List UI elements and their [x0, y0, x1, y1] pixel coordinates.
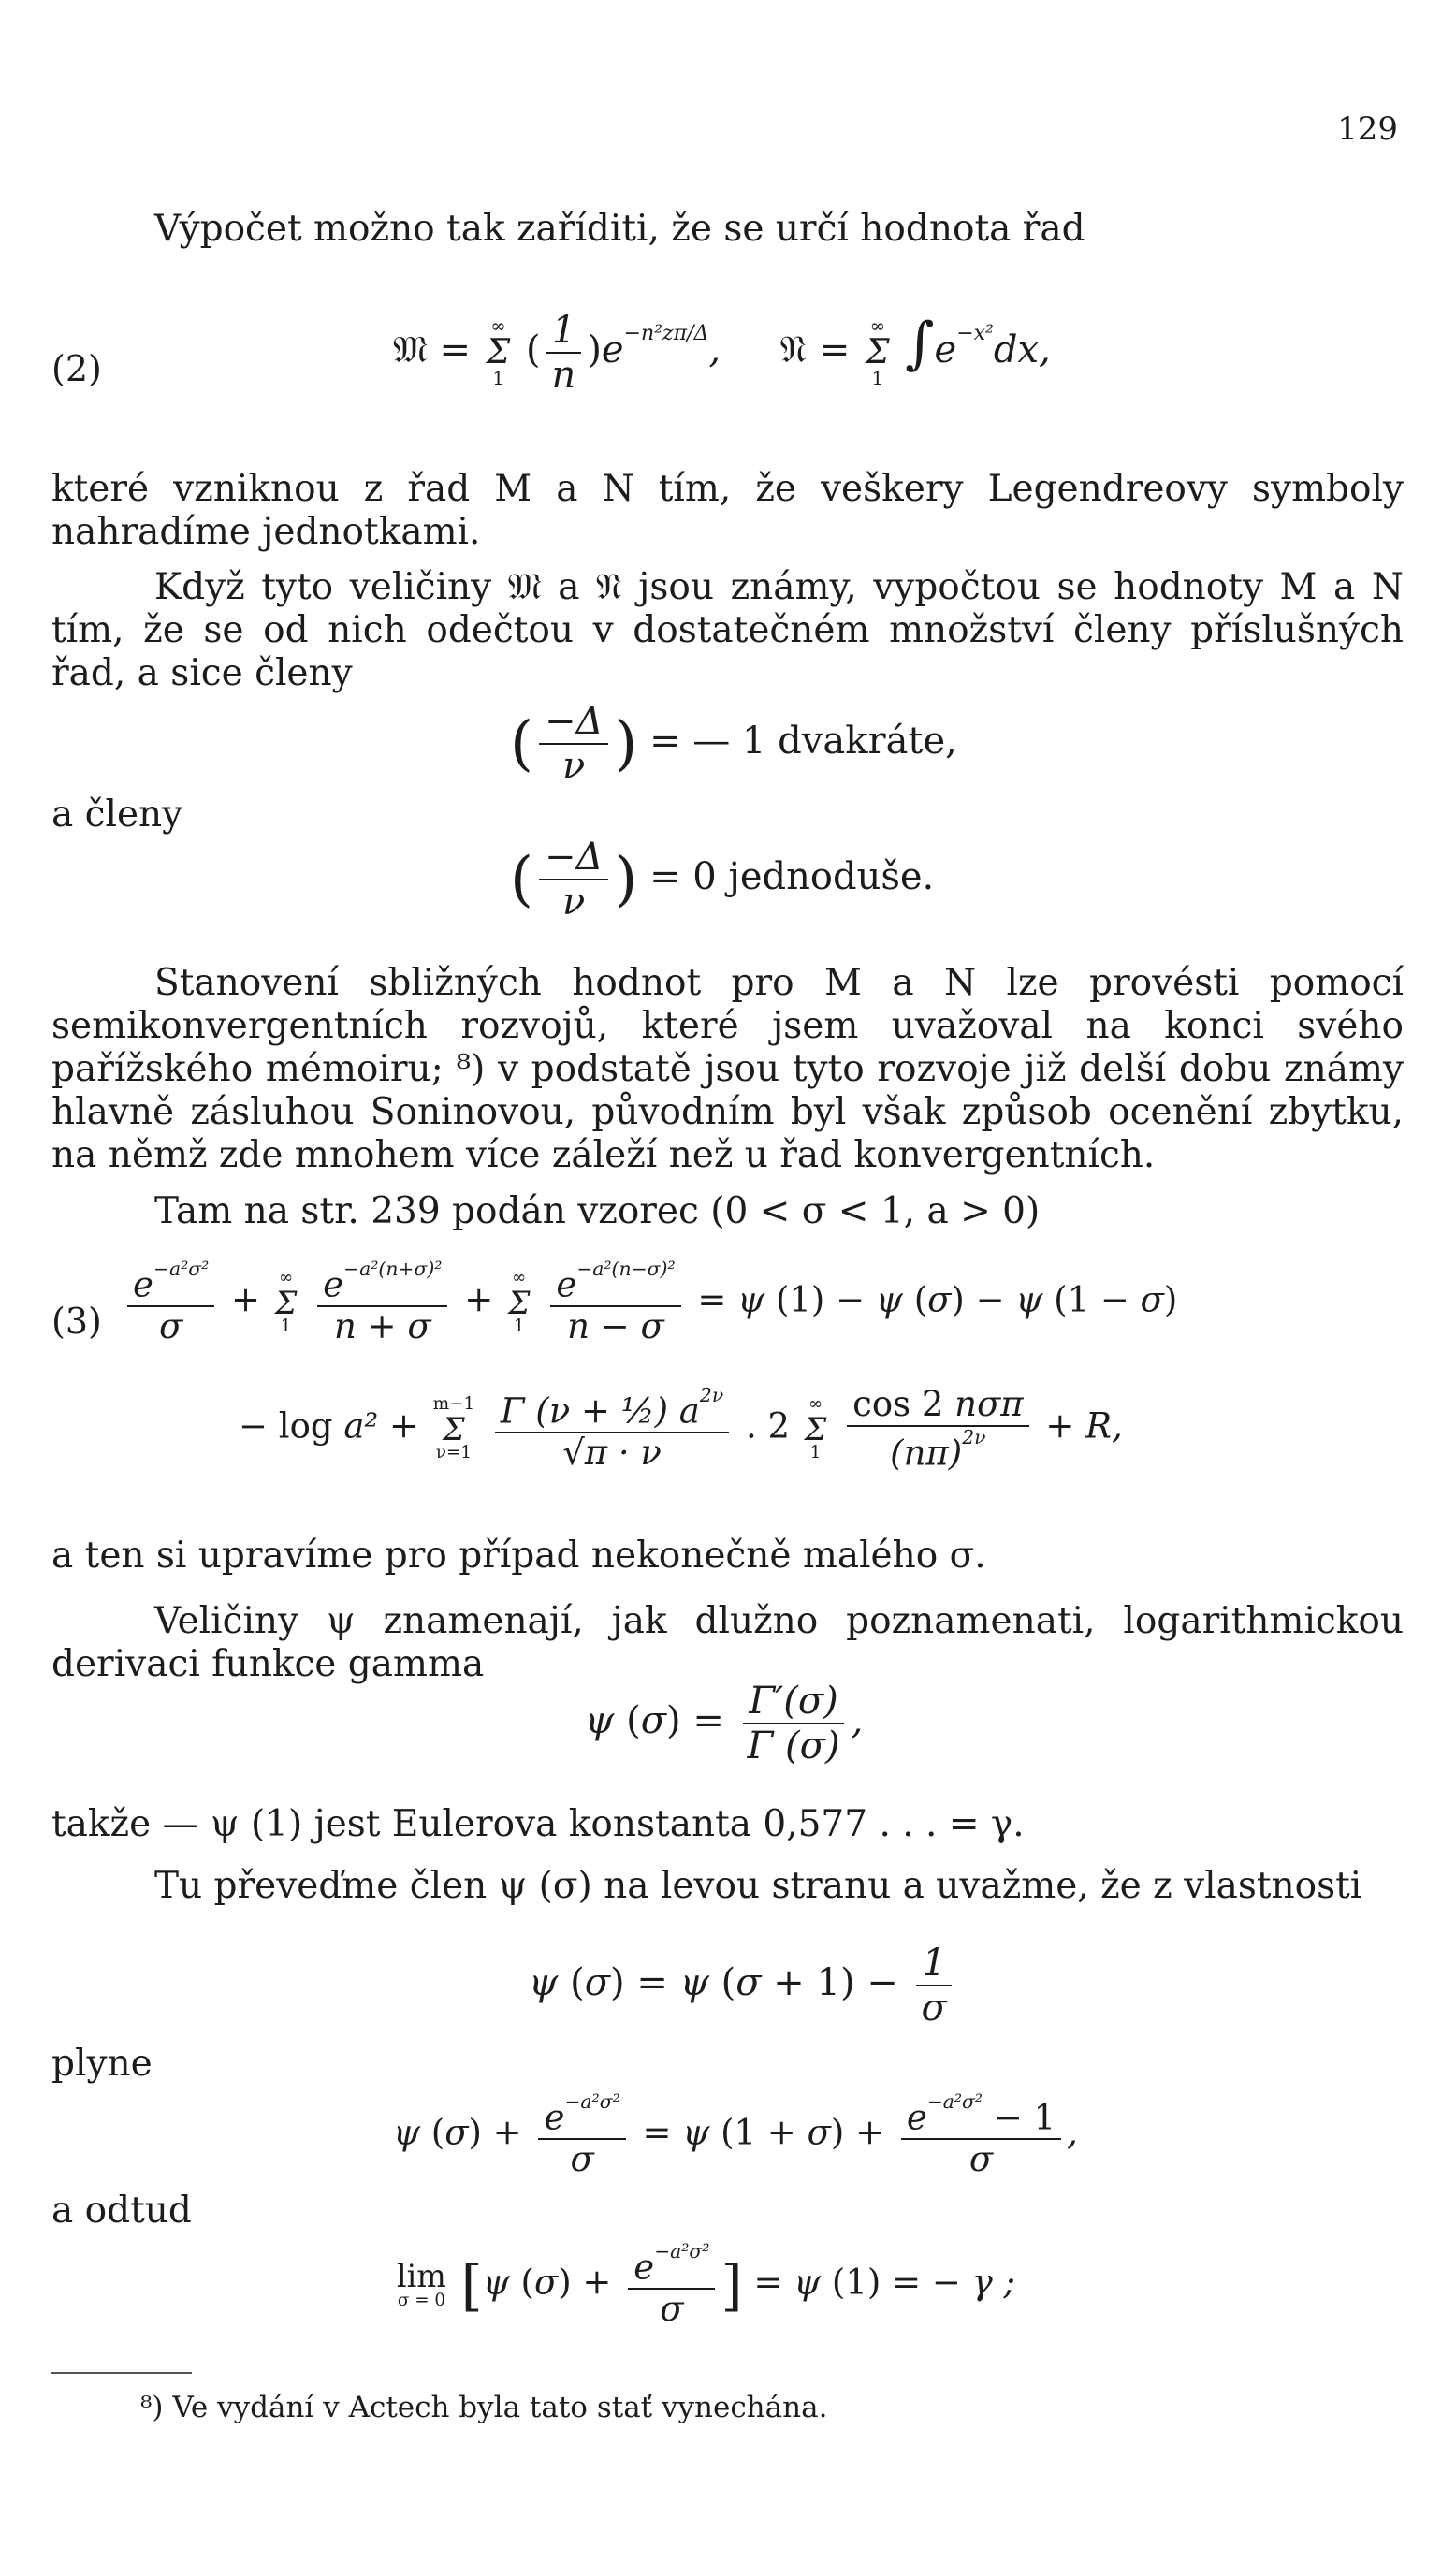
equation-plyne: ψ (σ) + $\frac{e^{-a^2\sigma^2}}{\sigma}$ = ψ (1 + σ) + $\frac{e^{-a^2\sigma^2} - 1}{\sigma}$ ,: [393, 2090, 1078, 2179]
equation-3-line-1: $\frac{e^{-a^2\sigma^2}}{\sigma}$ + ∞ Σ 1 $\frac{e^{-a^2(n+\sigma)^2}}{n + \sigma}$ + ∞ Σ 1 $\frac{e^{-a^2(n-\sigma)^2}}{n - \sigma}$ = ψ (1) − ψ (σ) − ψ (1 − σ): [122, 1259, 1177, 1346]
symbol-condition-1: ( $\frac{-\Delta}{\nu}$ ) = — 1 dvakráte,: [510, 700, 957, 788]
equation-2: 𝔐 = ∞ Σ 1 ( $\frac{1}{n}$ )$e^{-n^2z\pi/\Delta}$, 𝔑 = ∞ Σ 1 $\int e^{-x^2}dx$,: [393, 309, 1051, 397]
a-odtud: a odtud: [51, 2190, 192, 2232]
paragraph-5: Tam na str. 239 podán vzorec (0 < σ < 1, a > 0): [154, 1190, 1041, 1232]
a-cleny: a členy: [51, 793, 183, 836]
paragraph-1: Výpočet možno tak zaříditi, že se určí hodnota řad: [154, 208, 1085, 250]
footnote: ⁸) Ve vydání v Actech byla tato stať vynechána.: [140, 2391, 828, 2424]
paragraph-6: a ten si upravíme pro případ nekonečně malého σ.: [51, 1535, 986, 1577]
condition-2-text: = 0 jednoduše.: [649, 855, 935, 898]
symbol-condition-2: ( $\frac{-\Delta}{\nu}$ ) = 0 jednoduše.: [510, 836, 935, 924]
paragraph-2: které vzniknou z řad M a N tím, že veškery Legendreovy symboly nahradíme jednotkami.: [51, 468, 1404, 553]
equation-3-label: (3): [51, 1301, 102, 1342]
condition-1-text: = — 1 dvakráte,: [649, 720, 957, 763]
paragraph-9: Tu převeďme člen ψ (σ) na levou stranu a uvažme, že z vlastnosti: [154, 1865, 1362, 1907]
paragraph-8: takže — ψ (1) jest Eulerova konstanta 0,577 . . . = γ.: [51, 1803, 1025, 1845]
paragraph-3: Když tyto veličiny 𝔐 a 𝔑 jsou známy, vypočtou se hodnoty M a N tím, že se od nich odečtou v dostatečném množství členy příslušných řad, a sice členy: [51, 566, 1404, 694]
paragraph-4: Stanovení sbližných hodnot pro M a N lze provésti pomocí semikonvergentních rozvojů, které jsem uvažoval na konci svého pařížského mémoiru; ⁸) v podstatě jsou tyto rozvoje již delší dobu známy hlavně zásluhou Soninovou, původním byl však způsob ocenění zbytku, na němž zde mnohem více záleží než u řad konvergentních.: [51, 962, 1404, 1176]
equation-psi-recursion: ψ (σ) = ψ (σ + 1) − $\frac{1}{\sigma}$: [529, 1942, 958, 2030]
equation-psi-definition: ψ (σ) = $\frac{\Gamma'(\sigma)}{\Gamma (\sigma)}$ ,: [585, 1680, 864, 1768]
paragraph-7: Veličiny ψ znamenají, jak dlužno poznamenati, logarithmickou derivaci funkce gamma: [51, 1600, 1404, 1685]
footnote-rule: [51, 2372, 192, 2374]
page-number: 129: [1337, 110, 1398, 148]
equation-limit: lim σ = 0 [ψ (σ) + $\frac{e^{-a^2\sigma^2}}{\sigma}$ ] = ψ (1) = − γ ;: [397, 2240, 1015, 2329]
equation-3-line-2: − log a² + m−1 Σ ν=1 $\frac{\Gamma (\nu + \frac{1}{2}) a^{2\nu}}{√\pi \cdot \nu}$ . 2 ∞ Σ 1 $\frac{\text{cos 2 nσπ}}{(n\pi)^{2\nu}}$ + R,: [239, 1384, 1123, 1473]
equation-2-label: (2): [51, 348, 102, 389]
plyne: plyne: [51, 2043, 153, 2085]
